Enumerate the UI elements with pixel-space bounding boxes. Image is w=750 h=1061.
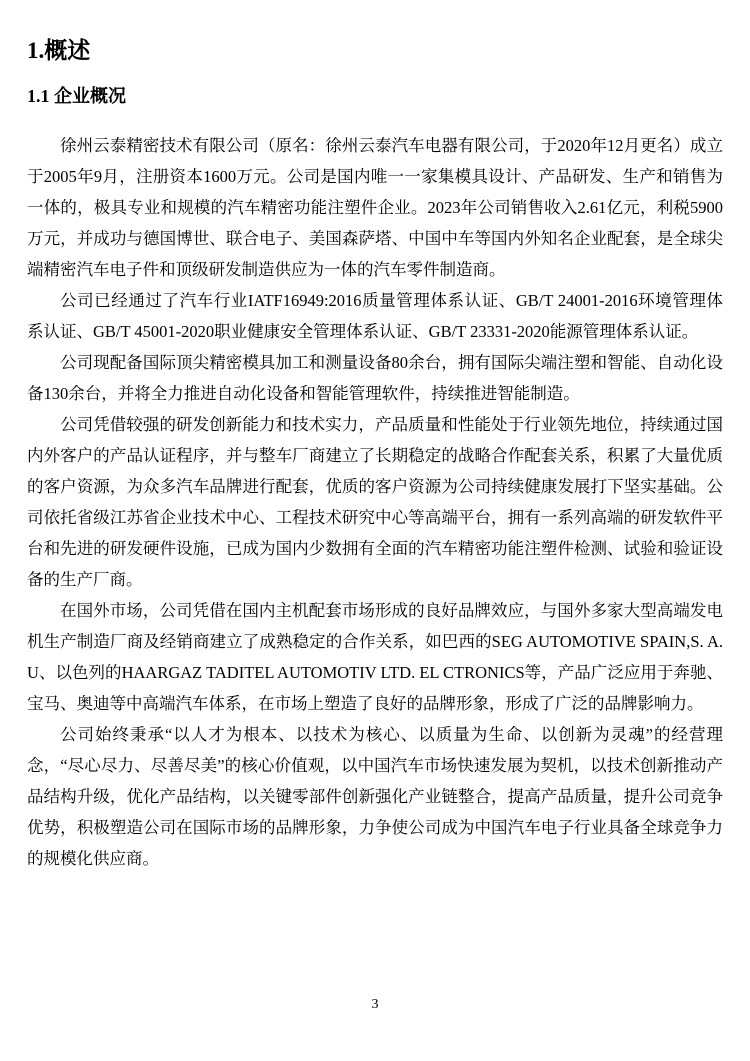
paragraph-equipment: 公司现配备国际顶尖精密模具加工和测量设备80余台，拥有国际尖端注塑和智能、自动化设备130余台，并将全力推进自动化设备和智能管理软件，持续推进智能制造。	[27, 353, 723, 403]
paragraph-company-intro: 徐州云泰精密技术有限公司（原名：徐州云泰汽车电器有限公司，于2020年12月更名）成立于2005年9月，注册资本1600万元。公司是国内唯一一家集模具设计、产品研发、生产和销售为一体的，极具专业和规模的汽车精密功能注塑件企业。2023年公司销售收入2.61亿元，利税5900万元，并成功与德国博世、联合电子、美国森萨塔、中国中车等国内外知名企业配套，是全球尖端精密汽车电子件和顶级研发制造供应为一体的汽车零件制造商。	[27, 136, 723, 279]
page-number: 3	[371, 997, 379, 1012]
paragraph-philosophy: 公司始终秉承“以人才为根本、以技术为核心、以质量为生命、以创新为灵魂”的经营理念，“尽心尽力、尽善尽美”的核心价值观，以中国汽车市场快速发展为契机，以技术创新推动产品结构升级，优化产品结构，以关键零部件创新强化产业链整合，提高产品质量，提升公司竞争优势，积极塑造公司在国际市场的品牌形象，力争使公司成为中国汽车电子行业具备全球竞争力的规模化供应商。	[27, 725, 723, 868]
paragraph-overseas-market: 在国外市场，公司凭借在国内主机配套市场形成的良好品牌效应，与国外多家大型高端发电机生产制造厂商及经销商建立了成熟稳定的合作关系，如巴西的SEG AUTOMOTIVE SPAIN,S. A. U、以色列的HAARGAZ TADITEL AUTOMOTIV LTD. EL CTRONICS等，产品广泛应用于奔驰、宝马、奥迪等中高端汽车体系，在市场上塑造了良好的品牌形象，形成了广泛的品牌影响力。	[27, 601, 723, 713]
section-heading: 1.概述	[27, 38, 91, 63]
subsection-heading: 1.1 企业概况	[27, 86, 126, 106]
paragraph-certifications: 公司已经通过了汽车行业IATF16949:2016质量管理体系认证、GB/T 24001-2016环境管理体系认证、GB/T 45001-2020职业健康安全管理体系认证、GB/T 23331-2020能源管理体系认证。	[27, 291, 723, 341]
paragraph-rd-capability: 公司凭借较强的研发创新能力和技术实力，产品质量和性能处于行业领先地位，持续通过国内外客户的产品认证程序，并与整车厂商建立了长期稳定的战略合作配套关系，积累了大量优质的客户资源，为众多汽车品牌进行配套，优质的客户资源为公司持续健康发展打下坚实基础。公司依托省级江苏省企业技术中心、工程技术研究中心等高端平台，拥有一系列高端的研发软件平台和先进的研发硬件设施，已成为国内少数拥有全面的汽车精密功能注塑件检测、试验和验证设备的生产厂商。	[27, 415, 723, 589]
body-text	[27, 130, 723, 874]
